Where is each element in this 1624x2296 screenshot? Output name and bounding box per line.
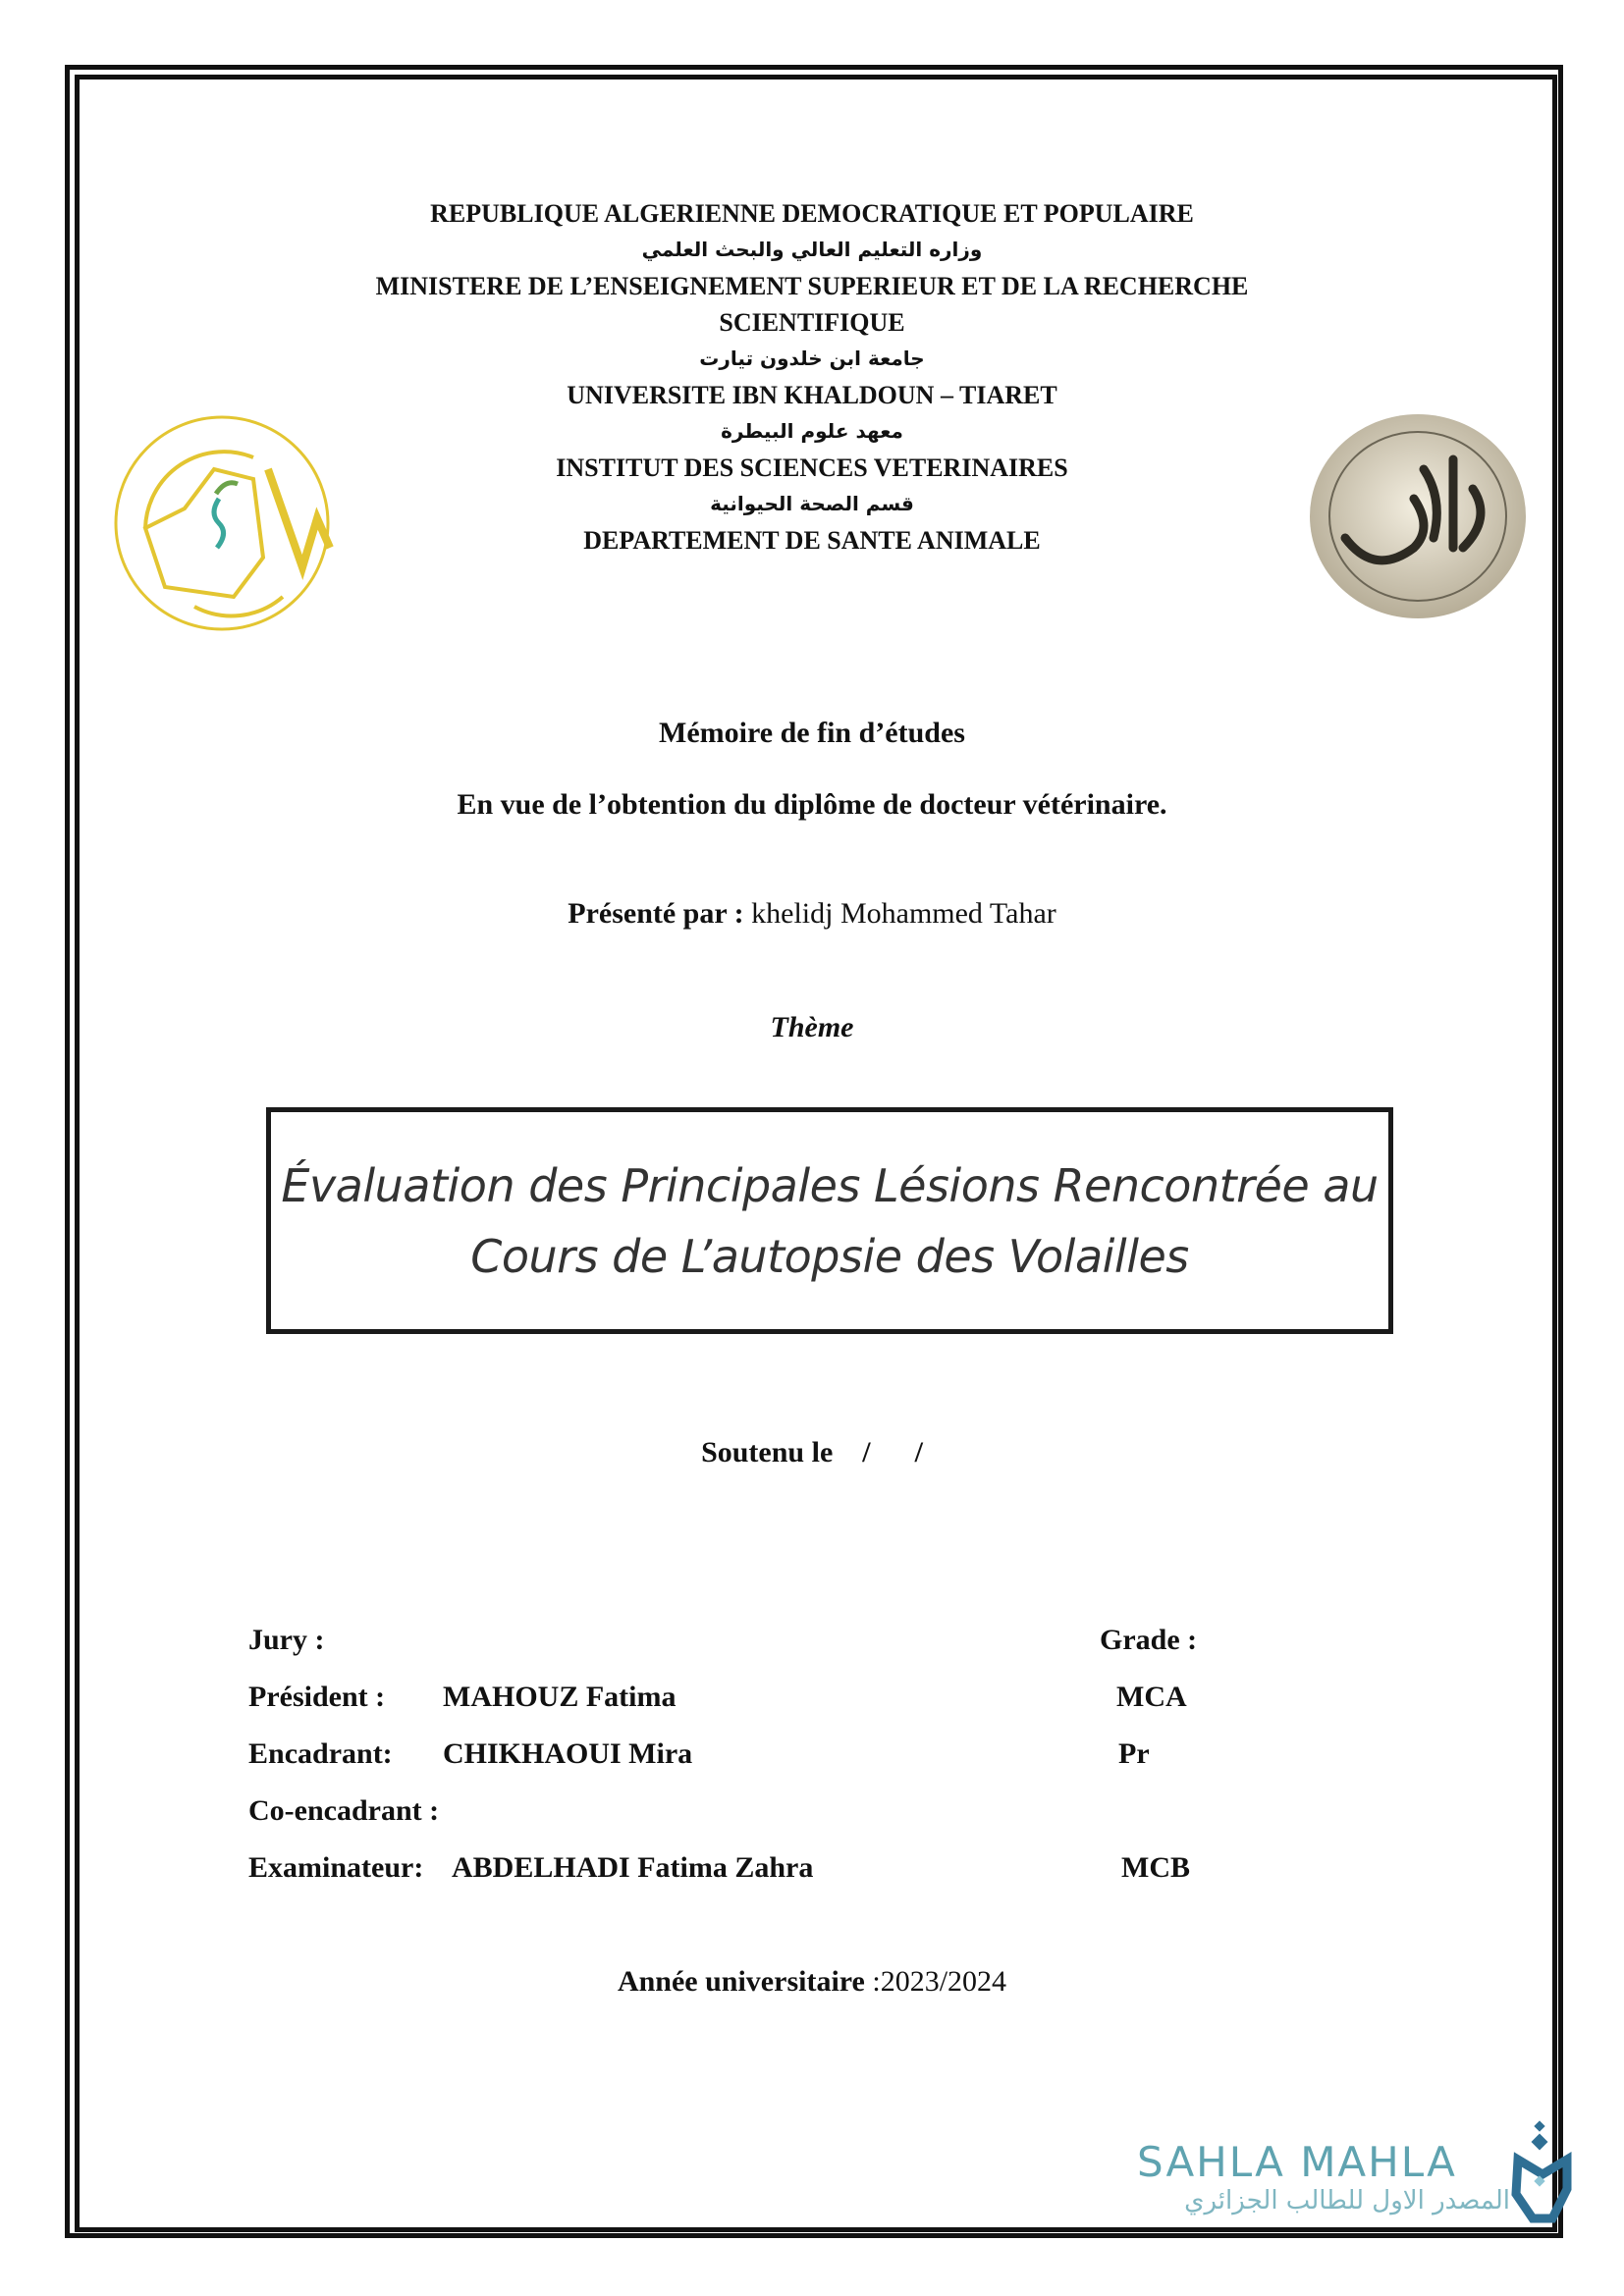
academic-year-label: Année universitaire: [617, 1965, 865, 1998]
theme-label: Thème: [770, 1011, 854, 1043]
jury-grade: Pr: [1118, 1737, 1150, 1770]
ministry-heading-cont: SCIENTIFIQUE: [719, 308, 905, 337]
jury-label: Jury :: [248, 1624, 325, 1656]
jury-role: Président :: [248, 1681, 386, 1713]
purpose-line: En vue de l’obtention du diplôme de docteur vétérinaire.: [457, 788, 1167, 821]
department-arabic: قسم الصحة الحيوانية: [710, 492, 914, 515]
memoire-heading: Mémoire de fin d’études: [659, 717, 965, 749]
watermark-emblem-icon: [1508, 2120, 1577, 2233]
jury-role: Encadrant:: [248, 1737, 393, 1770]
jury-role: Co-encadrant :: [248, 1794, 440, 1827]
university-arabic: جامعة ابن خلدون تيارت: [699, 347, 925, 370]
watermark-title: SAHLA MAHLA: [1137, 2138, 1457, 2186]
department-heading: DEPARTEMENT DE SANTE ANIMALE: [583, 526, 1041, 555]
defense-date: Soutenu le / /: [701, 1436, 923, 1468]
presented-by: [0, 897, 1624, 931]
jury-name: MAHOUZ Fatima: [443, 1681, 677, 1713]
jury-grade: MCA: [1116, 1681, 1187, 1713]
thesis-title-line-1: Évaluation des Principales Lésions Rencontrée au: [281, 1158, 1379, 1212]
institute-heading: INSTITUT DES SCIENCES VETERINAIRES: [556, 454, 1068, 482]
institute-arabic: معهد علوم البيطرة: [721, 419, 903, 443]
student-name: khelidj Mohammed Tahar: [751, 897, 1056, 930]
thesis-title-line-2: Cours de L’autopsie des Volailles: [470, 1229, 1189, 1283]
sahla-mahla-watermark: [1137, 2140, 1510, 2216]
jury-name: CHIKHAOUI Mira: [443, 1737, 693, 1770]
university-heading: UNIVERSITE IBN KHALDOUN – TIARET: [567, 381, 1057, 409]
jury-role: Examinateur:: [248, 1851, 424, 1884]
ministry-heading: MINISTERE DE L’ENSEIGNEMENT SUPERIEUR ET DE LA RECHERCHE: [375, 272, 1249, 300]
thesis-title-box: [266, 1107, 1393, 1334]
jury-grade: MCB: [1121, 1851, 1190, 1884]
grade-label: Grade :: [1100, 1624, 1198, 1656]
academic-year: [0, 1965, 1624, 1999]
republic-heading: REPUBLIQUE ALGERIENNE DEMOCRATIQUE ET POPULAIRE: [430, 199, 1194, 228]
presented-label: Présenté par :: [568, 897, 744, 930]
watermark-subtitle: المصدر الاول للطالب الجزائري: [1184, 2186, 1510, 2216]
jury-name: ABDELHADI Fatima Zahra: [452, 1851, 814, 1884]
academic-year-value: :2023/2024: [872, 1965, 1007, 1998]
ministry-arabic: وزاره التعليم العالي والبحث العلمي: [641, 238, 983, 261]
